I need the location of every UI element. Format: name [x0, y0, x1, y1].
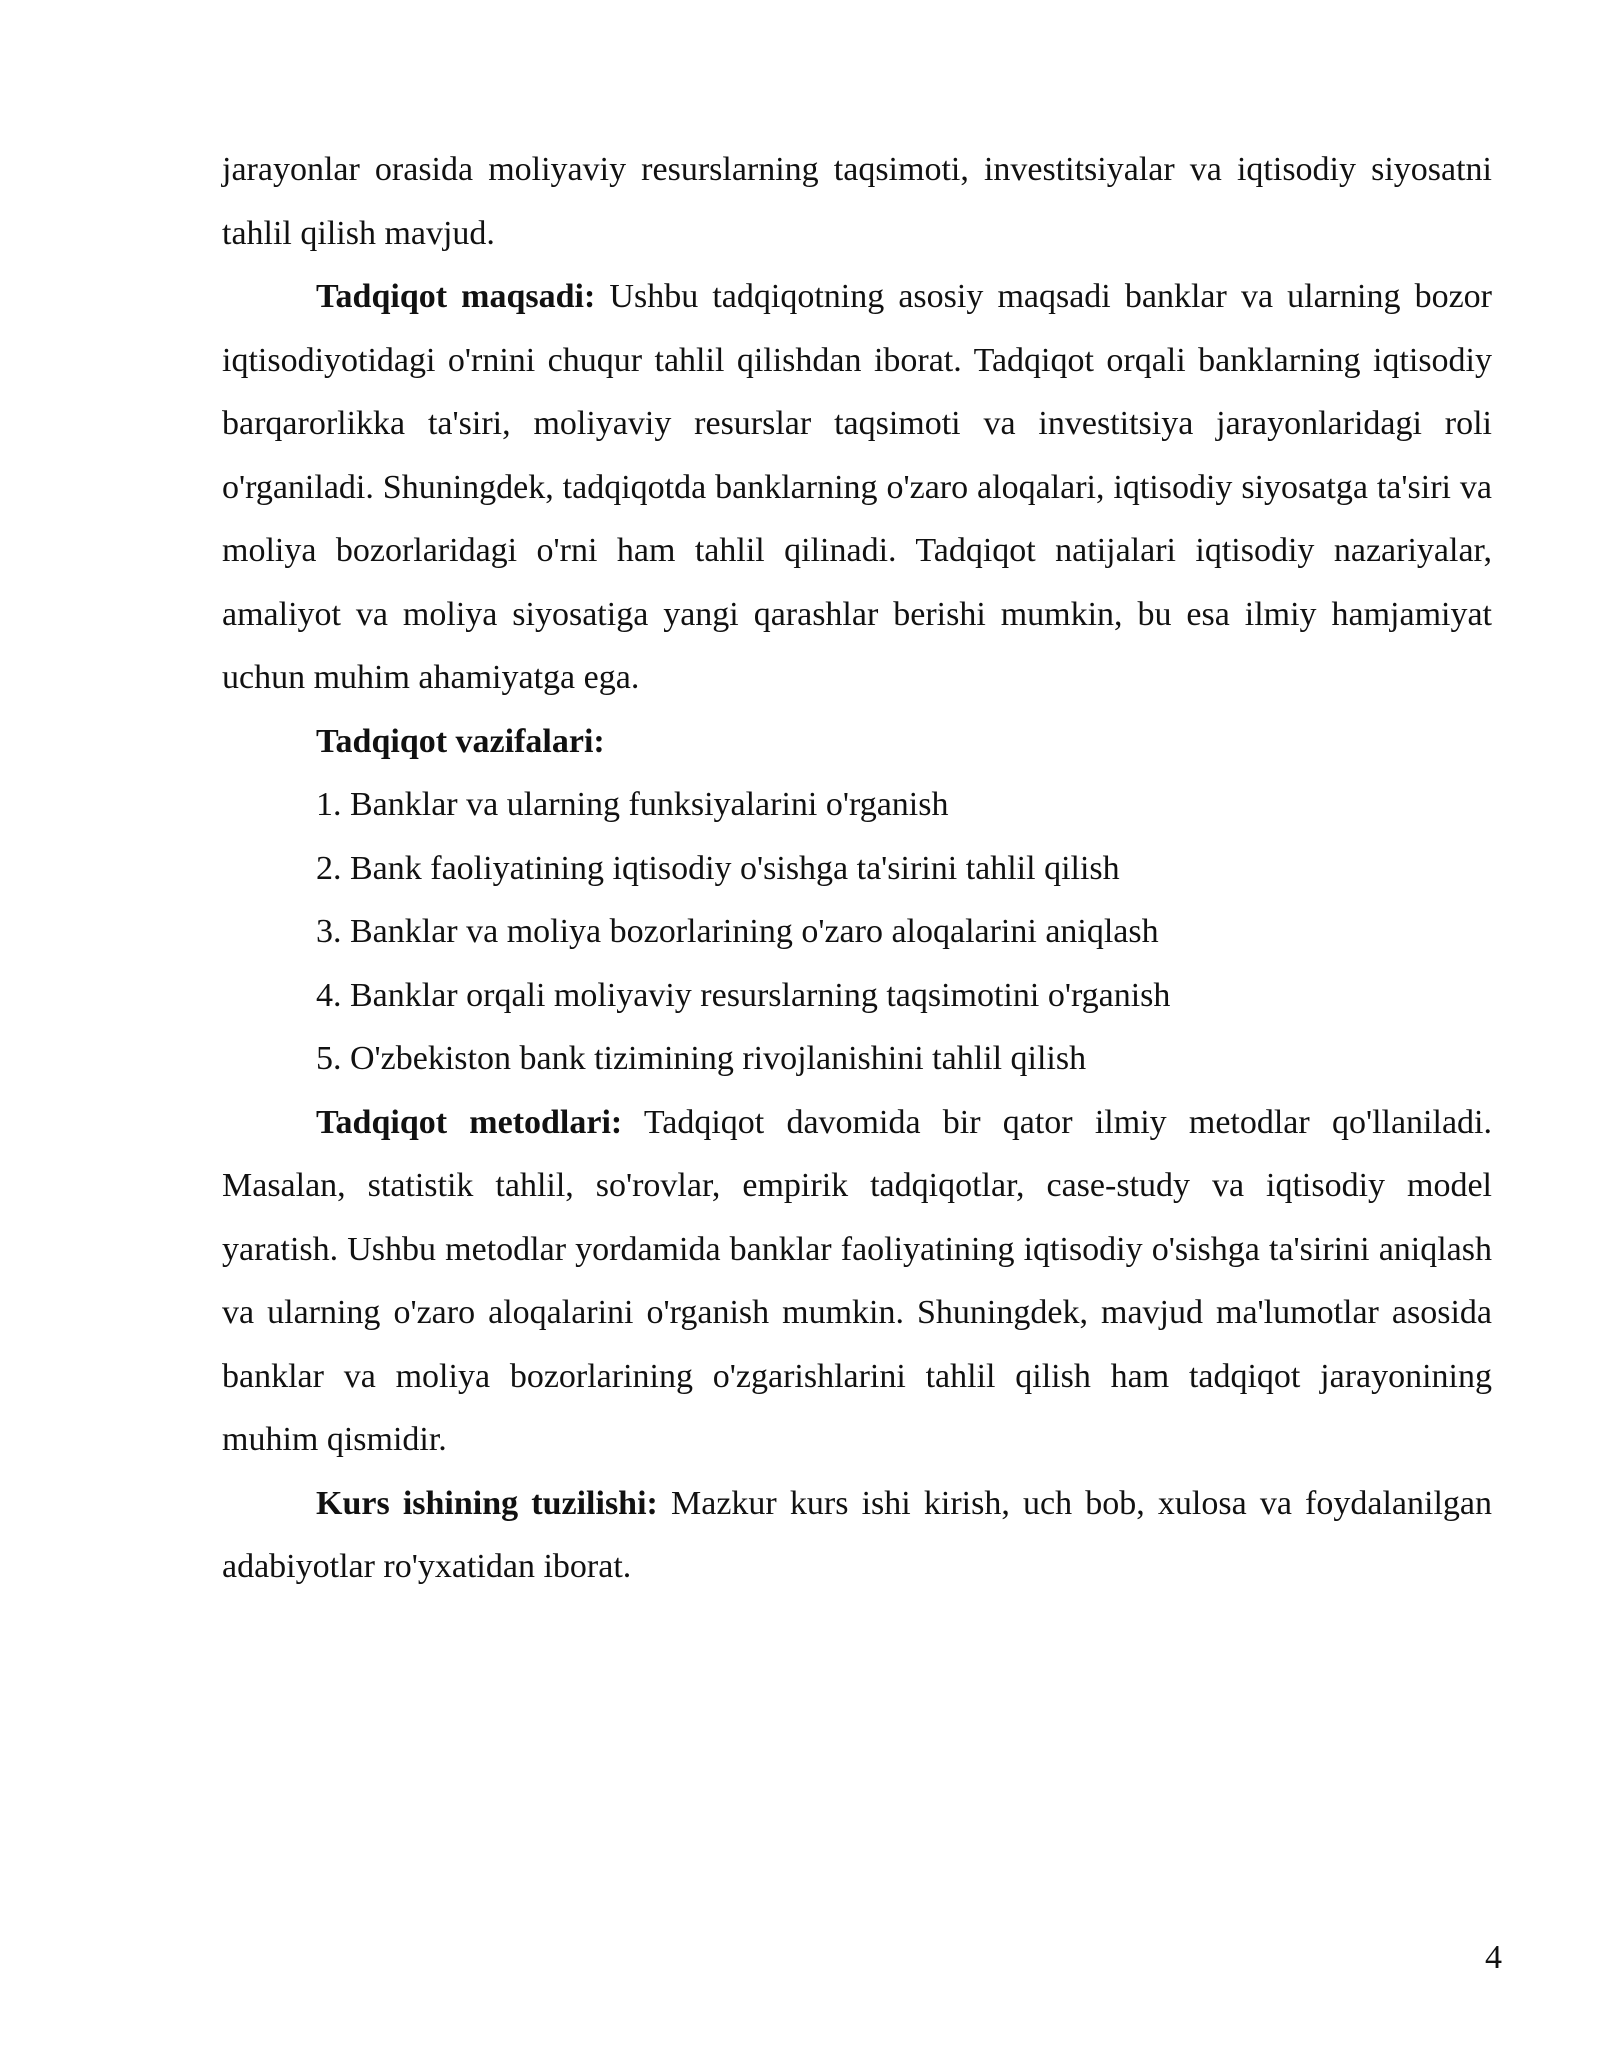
document-body [222, 138, 1492, 1599]
task-item: 1. Banklar va ularning funksiyalarini o'rganish [316, 786, 949, 823]
intro-paragraph: jarayonlar orasida moliyaviy resurslarning taqsimoti, investitsiyalar va iqtisodiy siyosatni tahlil qilish mavjud. [222, 151, 1492, 252]
methods-text: Tadqiqot davomida bir qator ilmiy metodlar qo'llaniladi. Masalan, statistik tahlil, so'rovlar, empirik tadqiqotlar, case-study va iqtisodiy model yaratish. Ushbu metodlar yordamida banklar faoliyatining iqtisodiy o'sishga ta'sirini aniqlash va ularning o'zaro aloqalarini o'rganish mumkin. Shuningdek, mavjud ma'lumotlar asosida banklar va moliya bozorlarining o'zgarishlarini tahlil qilish ham tadqiqot jarayonining muhim qismidir. [222, 1103, 1492, 1458]
structure-heading: Kurs ishining tuzilishi: [316, 1484, 658, 1522]
structure-paragraph [222, 1472, 1492, 1599]
task-item: 5. O'zbekiston bank tizimining rivojlanishini tahlil qilish [316, 1040, 1087, 1077]
task-item: 4. Banklar orqali moliyaviy resurslarning taqsimotini o'rganish [316, 976, 1171, 1014]
structure-text: Mazkur kurs ishi kirish, uch bob, xulosa va foydalanilgan adabiyotlar ro'yxatidan iborat. [222, 1484, 1492, 1585]
page-number: 4 [1485, 1939, 1502, 1976]
task-item: 3. Banklar va moliya bozorlarining o'zaro aloqalarini aniqlash [316, 913, 1159, 950]
goal-paragraph [222, 265, 1492, 710]
methods-paragraph [222, 1091, 1492, 1472]
task-item: 2. Bank faoliyatining iqtisodiy o'sishga ta'sirini tahlil qilish [316, 849, 1120, 887]
goal-text: Ushbu tadqiqotning asosiy maqsadi banklar va ularning bozor iqtisodiyotidagi o'rnini chuqur tahlil qilishdan iborat. Tadqiqot orqali banklarning iqtisodiy barqarorlikka ta'siri, moliyaviy resurslar taqsimoti va investitsiya jarayonlaridagi roli o'rganiladi. Shuningdek, tadqiqotda banklarning o'zaro aloqalari, iqtisodiy siyosatga ta'siri va moliya bozorlaridagi o'rni ham tahlil qilinadi. Tadqiqot natijalari iqtisodiy nazariyalar, amaliyot va moliya siyosatiga yangi qarashlar berishi mumkin, bu esa ilmiy hamjamiyat uchun muhim ahamiyatga ega. [222, 278, 1492, 696]
tasks-heading-paragraph [222, 710, 1492, 774]
goal-heading: Tadqiqot maqsadi: [316, 278, 596, 315]
tasks-heading: Tadqiqot vazifalari: [316, 722, 605, 760]
methods-heading: Tadqiqot metodlari: [316, 1103, 623, 1141]
